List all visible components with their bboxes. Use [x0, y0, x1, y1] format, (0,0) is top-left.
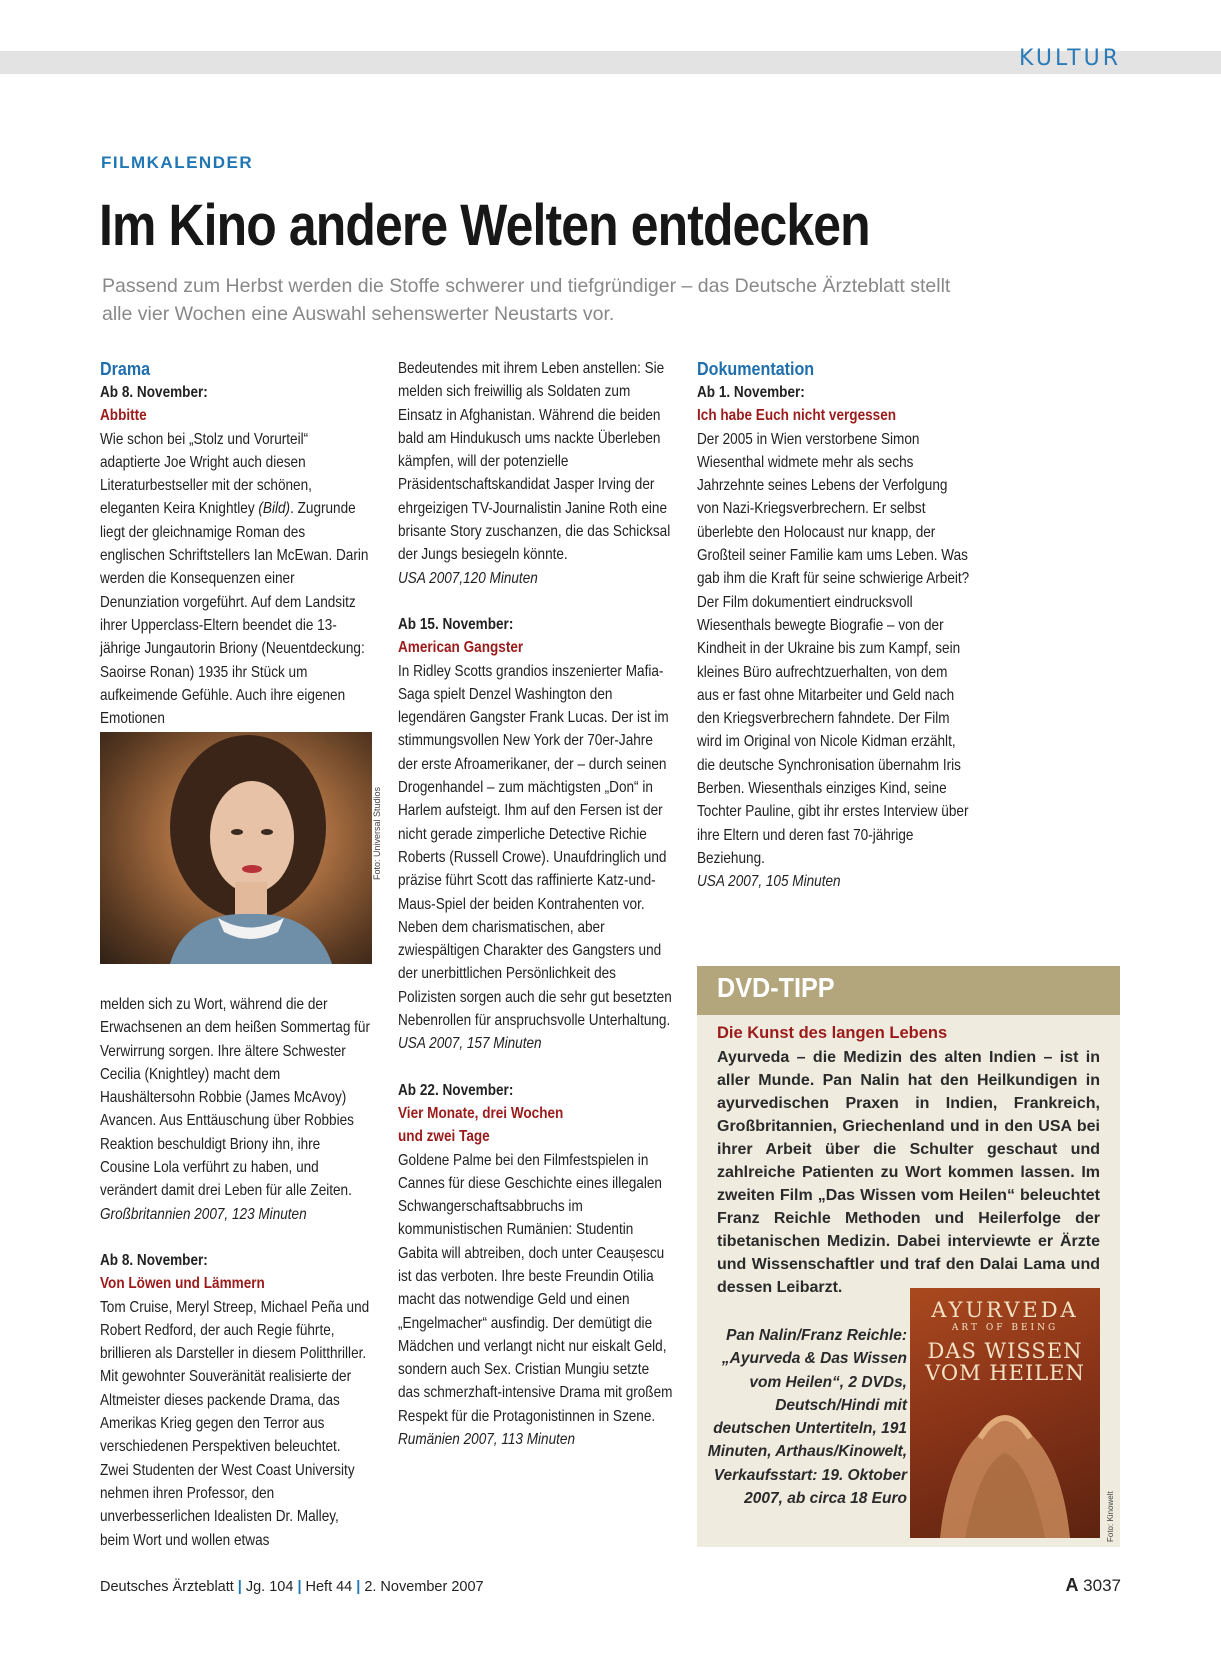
- page-number-value: 3037: [1083, 1576, 1121, 1595]
- film-title: Von Löwen und Lämmern: [100, 1275, 265, 1293]
- film-text: Goldene Palme bei den Filmfestspielen in Cannes für diese Geschichte eines illegalen Schwangerschaftsabbruchs im kommunistischen Rumänien: Studentin Gabita will abtreiben, doch unter Ceaușescu ist das verboten. Ihre beste Freundin Otilia macht das notwendige Geld und einen „Engelmacher“ ausfindig. Der demütigt die Mädchen und verlangt nicht nur eiskalt Geld, sondern auch Sex. Cristian Mungiu setzte das schmerzhaft-intensive Drama mit großem Respekt für die Protagonistinnen in Szene.: [398, 1151, 673, 1425]
- film-title: American Gangster: [398, 639, 524, 657]
- journal-name: Deutsches Ärzteblatt: [100, 1579, 234, 1595]
- bild-note: (Bild): [258, 500, 291, 518]
- category-documentation: Dokumentation: [697, 358, 815, 379]
- dvd-text: Ayurveda – die Medizin des alten Indien – ist in aller Munde. Pan Nalin hat den Heilkundigen in ayurvedischen Praxen in Indien, Frankreich, Großbritannien, Griechenland und in den USA bei ihrer Arbeit über die Schulter geschaut und zahlreiche Patienten zu Wort kommen lassen. Im zweiten Film „Das Wissen vom Heilen“ beleuchtet Franz Reichle Methoden und Heilerfolge der tibetanischen Medizin. Dabei interviewte er Ärzte und Wissenschaftler und traf den Dalai Lama und dessen Leibarzt.: [717, 1049, 1100, 1296]
- kicker: FILMKALENDER: [101, 153, 254, 172]
- footer: Deutsches Ärzteblatt | Jg. 104 | Heft 44 | 2. November 2007: [100, 1579, 484, 1595]
- portrait-illustration: [100, 732, 372, 964]
- film-text-continued: Bedeutendes mit ihrem Leben anstellen: Sie melden sich freiwillig als Soldaten zum Einsatz in Afghanistan. Während die beiden bald am Hindukusch ums nackte Überleben kämpfen, will der potenzielle Präsidentschaftskandidat Jasper Irving der ehrgeizigen TV-Journalistin Janine Roth eine brisante Story zuschanzen, die das Schicksal der Jungs besiegeln könnte.: [398, 360, 671, 564]
- film-text: Der 2005 in Wien verstorbene Simon Wiesenthal widmete mehr als sechs Jahrzehnte seines Lebens der Verfolgung von Nazi-Kriegsverbrechern. Er selbst überlebte den Holocaust nur knapp, der Großteil seiner Familie kam ums Leben. Was gab ihm die Kraft für seine schwierige Arbeit? Der Film dokumentiert eindrucksvoll Wiesenthals bewegte Biografie – von der Kindheit in der Ukraine bis zum Kampf, sein kleines Büro aufrechtzuerhalten, von dem aus er fast ohne Mitarbeiter und Geld nach den Kriegsverbrechern fahndete. Der Film wird im Original von Nicole Kidman erzählt, die deutsche Synchronisation übernahm Iris Berben. Wiesenthals einziges Kind, seine Tochter Pauline, gibt ihr erstes Interview über ihre Eltern und deren fast 70-jährige Beziehung.: [697, 430, 970, 867]
- dvd-title: Die Kunst des langen Lebens: [717, 1024, 948, 1042]
- volume: Jg. 104: [245, 1579, 294, 1595]
- film-meta: Rumänien 2007, 113 Minuten: [398, 1431, 575, 1449]
- cover-title: AYURVEDA: [931, 1298, 1079, 1322]
- cover-subtitle: ART OF BEING: [951, 1323, 1059, 1333]
- issue-date: 2. November 2007: [364, 1579, 484, 1595]
- page-prefix: A: [1065, 1575, 1079, 1595]
- film-text: Tom Cruise, Meryl Streep, Michael Peña und Robert Redford, der auch Regie führte, brillieren als Darsteller in diesem Politthriller. Mit gewohnter Souveränität realisierte der Altmeister dieses packende Drama, das Amerikas Krieg gegen den Terror aus verschiedenen Perspektiven beleuchtet. Zwei Studenten der West Coast University nehmen ihren Professor, den unverbesserlichen Idealisten Dr. Malley, beim Wort und wollen etwas: [100, 1298, 370, 1549]
- film-text: Wie schon bei „Stolz und Vorurteil“ adaptierte Joe Wright auch diesen Literaturbestseller mit der schönen, eleganten Keira Knightley (Bild). Zugrunde liegt der gleichnamige Roman des englischen Schriftstellers Ian McEwan. Darin werden die Konsequenzen einer Denunziation vorgeführt. Auf dem Landsitz ihrer Upperclass-Eltern beendet die 13-jährige Jungautorin Briony (Neuentdeckung: Saoirse Ronan) 1935 ihr Stück um aufkeimende Gefühle. Auch ihre eigenen Emotionen: [100, 430, 369, 728]
- dvd-tip-box: [697, 966, 1120, 1547]
- column-1-bottom: [100, 993, 372, 1552]
- section-label: KULTUR: [1019, 46, 1121, 71]
- dvd-tip-header: [697, 966, 1120, 1015]
- film-meta: USA 2007, 105 Minuten: [697, 873, 841, 891]
- film-date: Ab 8. November:: [100, 384, 208, 401]
- dvd-cover-image: [910, 1288, 1100, 1538]
- lead-paragraph: Passend zum Herbst werden die Stoffe schwerer und tiefgründiger – das Deutsche Ärzteblatt stellt alle vier Wochen eine Auswahl sehenswerter Neustarts vor.: [102, 275, 951, 325]
- cover-title-2: DAS WISSEN VOM HEILEN: [925, 1339, 1085, 1385]
- film-meta: Großbritannien 2007, 123 Minuten: [100, 1205, 307, 1223]
- film-date: Ab 8. November:: [100, 1251, 208, 1269]
- column-2: [398, 357, 673, 1451]
- photo-credit: Foto: Kinowelt: [1106, 1491, 1115, 1542]
- headline: Im Kino andere Welten entdecken: [99, 193, 870, 258]
- dvd-product-info: Pan Nalin/Franz Reichle: „Ayurveda & Das Wissen vom Heilen“, 2 DVDs, Deutsch/Hindi mit deutschen Untertiteln, 191 Minuten, Arthaus/Kinowelt, Verkaufsstart: 19. Oktober 2007, ab circa 18 Euro: [707, 1327, 907, 1508]
- column-1-top: [100, 357, 372, 730]
- film-meta: USA 2007,120 Minuten: [398, 569, 538, 587]
- film-still-photo: [100, 732, 372, 964]
- film-date: Ab 1. November:: [697, 384, 805, 401]
- film-title: Ich habe Euch nicht vergessen: [697, 407, 897, 425]
- issue: Heft 44: [305, 1579, 353, 1595]
- category-drama: Drama: [100, 358, 151, 379]
- page-number: [1065, 1575, 1121, 1596]
- column-3: [697, 357, 972, 894]
- film-text-continued: melden sich zu Wort, während die der Erwachsenen an dem heißen Sommertag für Verwirrung sorgen. Ihre ältere Schwester Cecilia (Knightley) macht dem Haushältersohn Robbie (James McAvoy) Avancen. Aus Enttäuschung über Robbies Reaktion beschuldigt Briony ihn, ihre Cousine Lola verführt zu haben, und verändert damit drei Leben für alle Zeiten.: [100, 996, 370, 1200]
- film-text: In Ridley Scotts grandios inszenierter Mafia-Saga spielt Denzel Washington den legendären Gangster Frank Lucas. Der ist im stimmungsvollen New York der 70er-Jahre der erste Afroamerikaner, der – durch seinen Drogenhandel – zum mächtigsten „Don“ in Harlem aufsteigt. Ihm auf den Fersen ist der nicht gerade zimperliche Detective Richie Roberts (Russell Crowe). Unaufdringlich und präzise führt Scott das raffinierte Katz-und-Maus-Spiel der beiden Kontrahenten vor. Neben dem charismatischen, aber zwiespältigen Charakter des Gangsters und der unerbittlichen Persönlichkeit des Polizisten sorgen auch die sehr gut besetzten Nebenrollen für anspruchsvolle Unterhaltung.: [398, 662, 672, 1030]
- dvd-tip-label: DVD-TIPP: [717, 972, 835, 1003]
- photo-credit: Foto: Universal Studios: [372, 786, 382, 880]
- film-meta: USA 2007, 157 Minuten: [398, 1035, 542, 1053]
- film-title: Vier Monate, drei Wochen und zwei Tage: [398, 1104, 564, 1146]
- film-date: Ab 22. November:: [398, 1081, 514, 1099]
- film-title: Abbitte: [100, 407, 147, 425]
- film-date: Ab 15. November:: [398, 615, 514, 633]
